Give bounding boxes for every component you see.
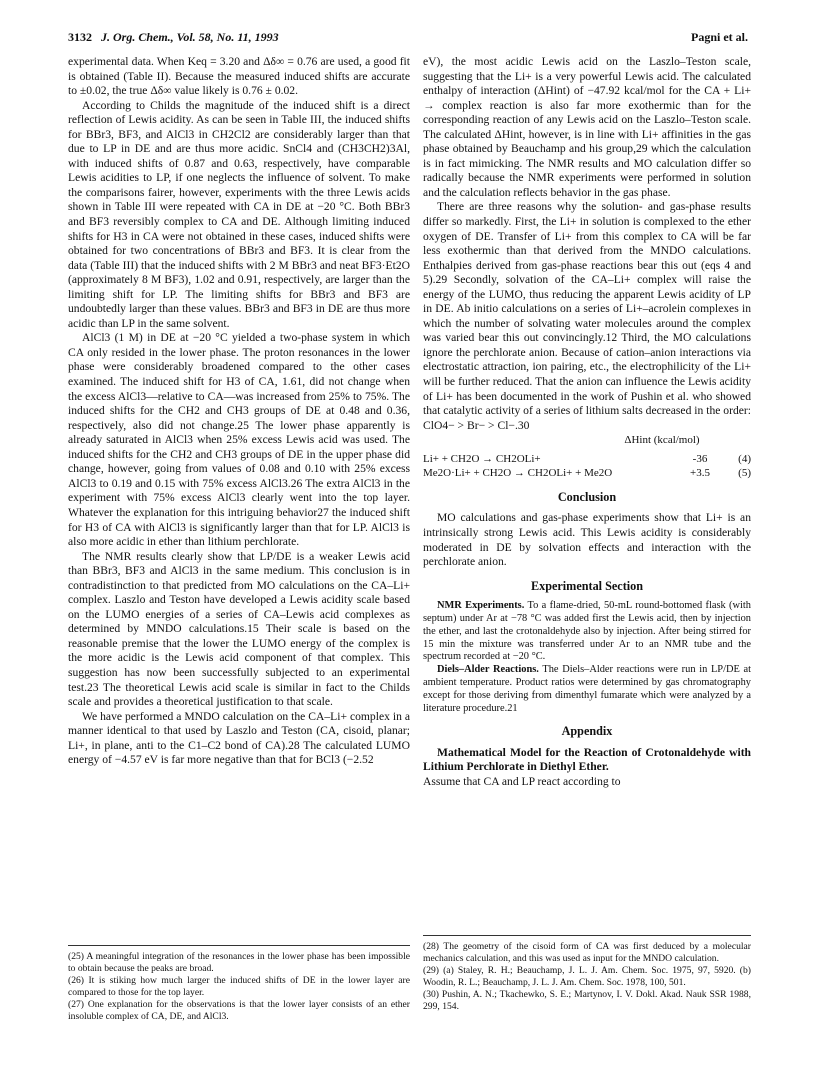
equation-reaction: Li+ + CH2O → CH2OLi+ — [423, 452, 541, 465]
left-paragraph-1: experimental data. When Keq = 3.20 and Δδ∞ = 0.76 are used, a good fit is obtained (Table II). Because the measured induced shifts are accurate to ±0.02, the true Δδ∞ value likely is 0.76 ± 0.02. — [68, 55, 410, 98]
equation-row — [423, 452, 751, 467]
page-number: 3132 — [68, 30, 92, 44]
left-paragraph-3: AlCl3 (1 M) in DE at −20 °C yielded a two-phase system in which CA only resided in the lower phase. The proton resonances in the lower phase were considerably broadened compared to the other cases examined. The induced shift for H3 of CA, 1.61, did not change when the excess AlCl3—relative to CA—was increased from 25% to 75%. The induced shifts for the CH2 and CH3 groups of DE at 0.48 and 0.36, respectively, also did not change.25 The lower phase apparently is already saturated in AlCl3 when 25% excess Lewis acid was used. The induced shifts for the CH2 and CH3 groups of DE in the upper phase did change, however, going from values of 0.08 and 0.10 with 25% excess AlCl3 to 0.19 and 0.15 with 75% excess AlCl3.26 The extra AlCl3 in the experiment with 75% excess AlCl3 clearly went into the top layer. Whatever the explanation for this intriguing behavior27 the induced shift for H3 of CA with AlCl3 is significantly larger than that for LP. AlCl3 is also more acidic in ether than lithium perchlorate. — [68, 331, 410, 549]
nmr-runin-heading: NMR Experiments. — [437, 600, 525, 612]
right-paragraph-1: eV), the most acidic Lewis acid on the Laszlo–Teston scale, suggesting that the Li+ is a very powerful Lewis acid. The calculated enthalpy of interaction (ΔHint) of −47.92 kcal/mol for the CA + Li+ → complex reaction is also far more exothermic than for the corresponding reaction of any Lewis acid on the Laszlo–Teston scale. The calculated ΔHint, however, is in line with Li+ affinities in the gas phase obtained by Beauchamp and his group,29 which the calculation is in fact mimicking. The NMR results and MO calculation differ so radically because the NMR experiments were performed in solution and the calculation reflects behavior in the gas phase. — [423, 55, 751, 199]
nmr-text: To a flame-dried, 50-mL round-bottomed flask (with septum) under Ar at −78 °C was added first the Lewis acid, then by injection the ether, and last the crotonaldehyde also by injection. After being stirred for 15 min the mixture was transferred under Ar to an NMR tube and the spectrum recorded at −20 °C. — [423, 600, 751, 663]
diels-alder-text: The Diels–Alder reactions were run in LP/DE at ambient temperature. Product ratios were determined by gas chromatography except for those deriving from dimenthyl fumarate which were analyzed by a literature procedure.21 — [423, 664, 751, 714]
right-column — [423, 55, 751, 790]
equation-value: -36 — [692, 452, 708, 465]
left-paragraph-2: According to Childs the magnitude of the induced shift is a direct reflection of Lewis acidity. As can be seen in Table III, the induced shifts for BBr3, BF3, and AlCl3 in CH2Cl2 are considerably larger than that due to LP in DE and are thus more acidic. SnCl4 and (CH3CH2)3Al, with induced shifts of 0.87 and 0.63, respectively, have comparable Lewis acidities to LP, if one neglects the influence of solvent. To make the comparisons fairer, however, experiments with the three Lewis acids shown in Table III were repeated with CA in DE at −20 °C. Both BBr3 and BF3 reversibly complex to CA and DE. Although limiting induced shifts for H3 in CA were not obtained in these cases, induced shifts were obtained for two concentrations of BBr3 and BF3. It is clear from the data (Table III) that the induced shifts with 2 M BBr3 and neat BF3·Et2O (approximately 8 M BF3), 1.02 and 0.91, respectively, are larger than the limiting shift for LP. The limiting shifts for BBr3 and BF3 are undoubtedly larger than these values. BBr3 and BF3 in DE are thus more acidic than LP in the same solvent. — [68, 98, 410, 330]
footnote: (30) Pushin, A. N.; Tkachewko, S. E.; Martynov, I. V. Dokl. Akad. Nauk SSR 1988, 299, 154. — [423, 989, 751, 1012]
footnote: (27) One explanation for the observations is that the lower layer consists of an ether insoluble complex of CA, DE, and AlCl3. — [68, 999, 410, 1022]
journal-citation: J. Org. Chem., Vol. 58, No. 11, 1993 — [101, 30, 279, 44]
conclusion-heading: Conclusion — [557, 489, 617, 504]
right-paragraph-2: There are three reasons why the solution- and gas-phase results differ so markedly. First, the Li+ in solution is complexed to the ether oxygen of DE. Transfer of Li+ from this complex to CA will be far less exothermic than that derived from the MNDO calculations. Enthalpies derived from gas-phase reactions bear this out (eqs 4 and 5).29 Secondly, solvation of the CA–Li+ complex will raise the energy of the LUMO, thus reducing the apparent Lewis acidity of LP in DE. Ab initio calculations on a series of Li+–acrolein complexes in which the number of solvating water molecules around the complex was varied bear this out convincingly.12 Third, the MO calculations ignore the perchlorate anion. Because of cation–anion interactions via electrostatic attraction, ion pairing, etc., the electrophilicity of the Li+ will be further reduced. That the anion can influence the Lewis acidity of Li+ has been documented in the work of Pushin et al. who showed that catalytic activity of a series of lithium salts decreased in the order: ClO4− > Br− > Cl−.30 — [423, 200, 751, 432]
diels-alder-paragraph — [423, 664, 751, 715]
conclusion-paragraph: MO calculations and gas-phase experiments show that Li+ is an intrinsically strong Lewis acid. This Lewis acidity is considerably moderated in DE by solvation effects and interaction with the perchlorate anion. — [423, 511, 751, 569]
equation-row — [423, 466, 751, 481]
running-header — [68, 30, 748, 50]
equation-header: ΔHint (kcal/mol) — [624, 434, 700, 447]
footnote: (28) The geometry of the cisoid form of CA was first deduced by a molecular mechanics calculation, and this was used as input for the MNDO calculation. — [423, 941, 751, 964]
diels-alder-runin-heading: Diels–Alder Reactions. — [437, 664, 539, 676]
appendix-subheading: Mathematical Model for the Reaction of Crotonaldehyde with Lithium Perchlorate in Diethyl Ether. — [423, 745, 751, 774]
equation-value: +3.5 — [690, 467, 710, 480]
left-paragraph-5: We have performed a MNDO calculation on the CA–Li+ complex in a manner identical to that used by Laszlo and Teston (CA, cisoid, planar; Li+, in plane, anti to the C1–C2 bond of CA).28 The calculated LUMO energy of −4.57 eV is far more negative than that for BCl3 (−2.52 — [68, 709, 410, 767]
footnotes-left — [68, 945, 410, 1024]
header-left — [68, 30, 279, 45]
appendix-heading: Appendix — [561, 724, 613, 739]
equation-number: (5) — [738, 467, 751, 480]
equation-number: (4) — [738, 452, 751, 465]
equation-table — [423, 452, 751, 481]
footnote: (26) It is stiking how much larger the induced shifts of DE in the lower layer are compared to those for the top layer. — [68, 975, 410, 998]
equation-reaction: Me2O·Li+ + CH2O → CH2OLi+ + Me2O — [423, 467, 613, 480]
experimental-heading: Experimental Section — [530, 578, 644, 593]
nmr-paragraph — [423, 600, 751, 664]
footnotes-right — [423, 935, 751, 1014]
appendix-paragraph: Assume that CA and LP react according to — [423, 774, 621, 788]
footnote: (25) A meaningful integration of the resonances in the lower phase has been impossible to obtain because the peaks are broad. — [68, 951, 410, 974]
experimental-section — [423, 600, 751, 715]
left-paragraph-4: The NMR results clearly show that LP/DE is a weaker Lewis acid than BBr3, BF3 and AlCl3 in the same medium. This conclusion is in contradistinction to that predicted from MO calculations on the CA–Li+ complex. Laszlo and Teston have developed a Lewis acidity scale based on the LUMO energies of a series of CA–Lewis acid complexes as determined by MNDO calculations.15 Their scale is based on the reasonable premise that the lower the LUMO energy of the complex is the more acidic is the Lewis acid component of that complex. This suggestion has now been successfully subjected to an experimental test.23 The theoretical Lewis acid scale is similar in fact to the Childs scale and provides a theoretical justification to that scale. — [68, 549, 410, 709]
footnote: (29) (a) Staley, R. H.; Beauchamp, J. L. J. Am. Chem. Soc. 1975, 97, 5920. (b) Woodin, R. L.; Beauchamp, J. L. J. Am. Chem. Soc. 1978, 100, 501. — [423, 965, 751, 988]
header-authors: Pagni et al. — [691, 30, 748, 44]
left-column — [68, 55, 410, 768]
